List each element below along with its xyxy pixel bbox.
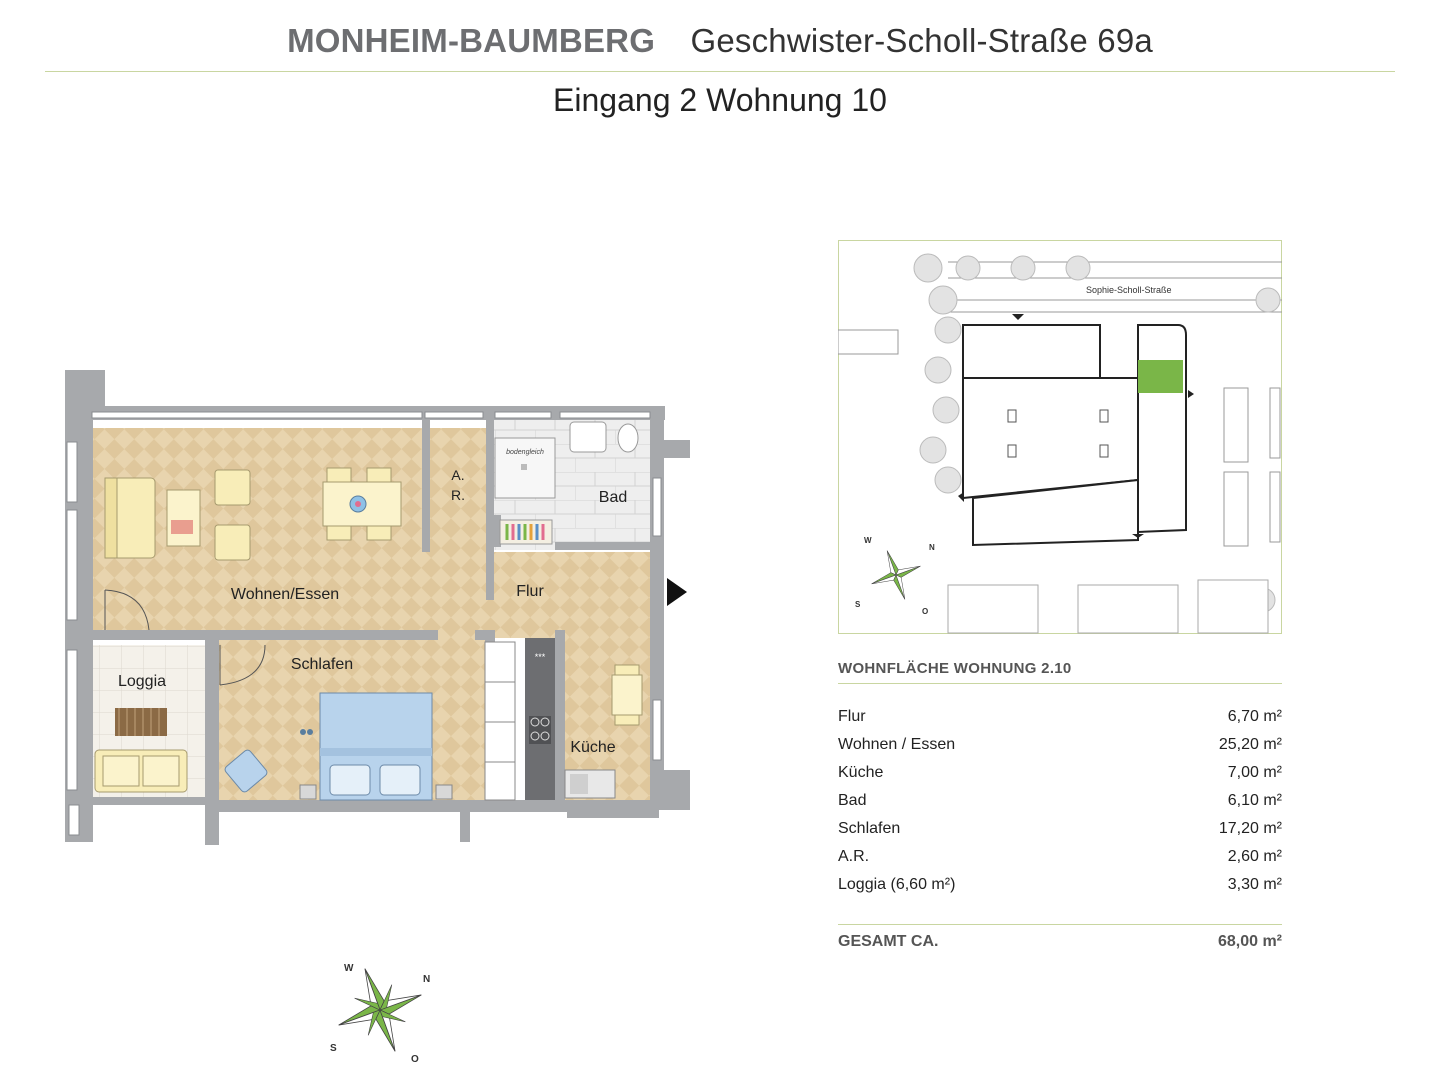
bedroom-wardrobe xyxy=(485,642,515,800)
area-row xyxy=(838,736,1282,764)
compass-n: N xyxy=(423,974,431,985)
title-rule xyxy=(45,71,1395,72)
title-street: Geschwister-Scholl-Straße 69a xyxy=(690,22,1153,59)
room-label-schlafen: Schlafen xyxy=(290,656,354,673)
entrance-arrow-icon xyxy=(667,578,687,606)
area-value: 25,20 m² xyxy=(1218,736,1282,753)
site-compass-s: S xyxy=(855,600,861,609)
area-room: A.R. xyxy=(838,848,870,865)
area-total-label: GESAMT CA. xyxy=(838,933,939,950)
stove-marks: *** xyxy=(534,652,546,662)
title-line xyxy=(0,22,1440,60)
site-compass-o: O xyxy=(922,607,929,616)
site-plan xyxy=(838,240,1282,634)
area-row xyxy=(838,792,1282,820)
area-heading: WOHNFLÄCHE WOHNUNG 2.10 xyxy=(838,660,1282,684)
area-value: 7,00 m² xyxy=(1227,764,1282,781)
site-compass-n: N xyxy=(929,543,935,552)
area-room: Bad xyxy=(838,792,867,809)
room-label-bodengleich: bodengleich xyxy=(506,449,544,456)
area-total-value: 68,00 m² xyxy=(1217,933,1282,950)
area-room: Flur xyxy=(838,708,866,725)
area-room: Loggia (6,60 m²) xyxy=(838,876,956,893)
buildings xyxy=(963,325,1186,545)
room-label-bad: Bad xyxy=(598,489,628,506)
header xyxy=(0,0,1440,130)
area-room: Küche xyxy=(838,764,884,781)
compass-rose-icon xyxy=(325,955,435,1065)
wardrobe xyxy=(500,520,552,544)
room-label-kueche: Küche xyxy=(570,739,616,756)
area-row xyxy=(838,848,1282,876)
room-label-wohnen: Wohnen/Essen xyxy=(230,586,340,603)
room-label-ar-1: A. xyxy=(451,467,465,483)
area-room: Schlafen xyxy=(838,820,901,837)
area-row xyxy=(838,876,1282,904)
subtitle: Eingang 2 Wohnung 10 xyxy=(553,82,887,118)
room-label-flur: Flur xyxy=(516,583,544,600)
compass-o: O xyxy=(411,1054,419,1065)
area-value: 6,70 m² xyxy=(1227,708,1282,725)
compass-w: W xyxy=(344,963,354,974)
title-city: MONHEIM-BAUMBERG xyxy=(287,22,656,59)
area-value: 3,30 m² xyxy=(1227,876,1282,893)
area-row xyxy=(838,708,1282,736)
area-value: 6,10 m² xyxy=(1227,792,1282,809)
street-label: Sophie-Scholl-Straße xyxy=(1086,285,1172,295)
area-value: 2,60 m² xyxy=(1227,848,1282,865)
highlighted-unit xyxy=(1138,360,1183,393)
area-table xyxy=(838,660,1282,951)
area-rows xyxy=(838,708,1282,904)
area-row xyxy=(838,820,1282,848)
room-label-ar-2: R. xyxy=(451,487,465,503)
site-compass-w: W xyxy=(864,536,872,545)
area-total xyxy=(838,924,1282,951)
area-room: Wohnen / Essen xyxy=(838,736,956,753)
floor-plan xyxy=(55,360,695,850)
area-value: 17,20 m² xyxy=(1218,820,1282,837)
compass-s: S xyxy=(330,1043,337,1054)
room-label-loggia: Loggia xyxy=(117,673,167,690)
area-row xyxy=(838,764,1282,792)
